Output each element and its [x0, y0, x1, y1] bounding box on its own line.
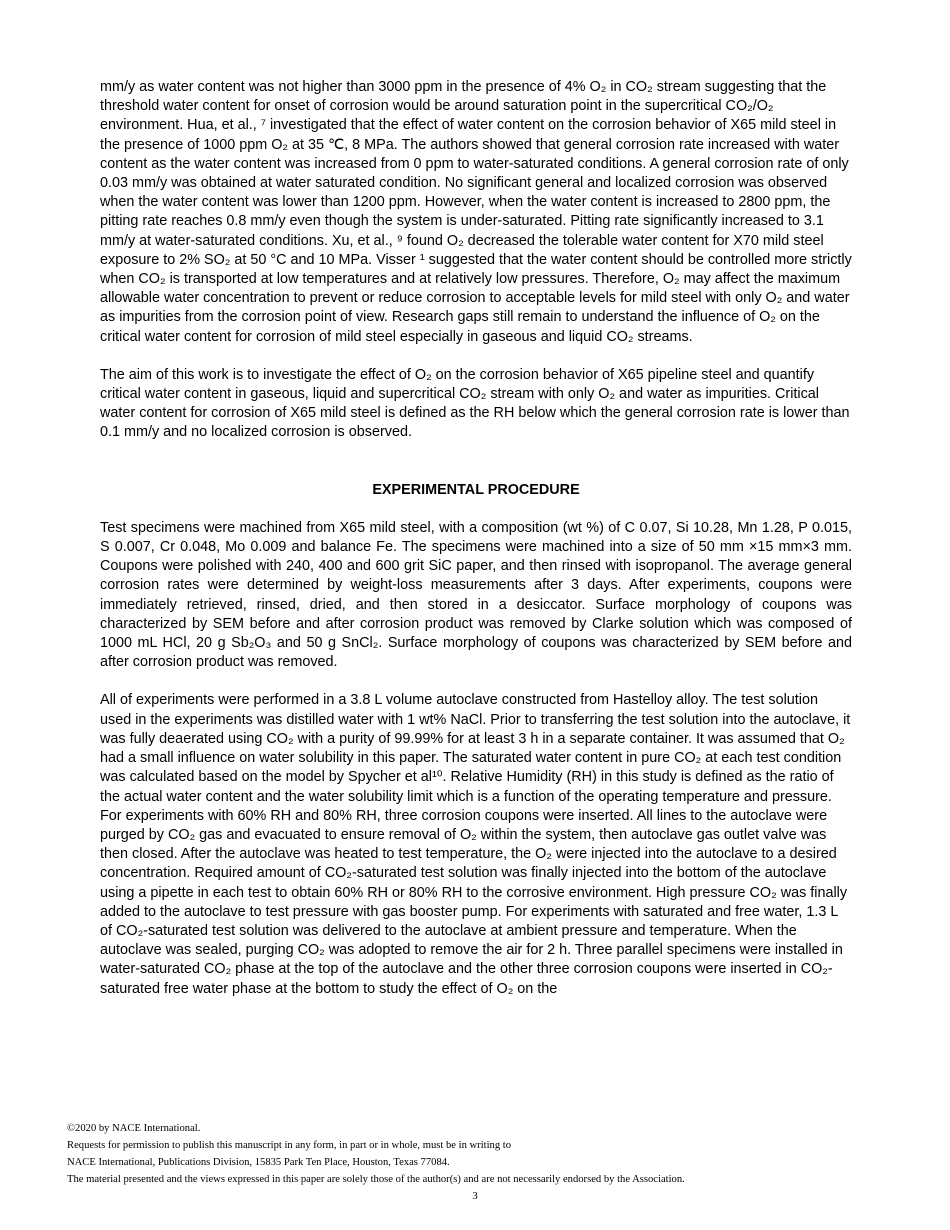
body-text — [100, 78, 852, 999]
paragraph-test-specimens: Test specimens were machined from X65 mild steel, with a composition (wt %) of C 0.07, Si 10.28, Mn 1.28, P 0.015, S 0.007, Cr 0.048, Mo 0.009 and balance Fe. The specimens were machined into a size of 50 mm ×15 mm×3 mm. Coupons were polished with 240, 400 and 600 grit SiC paper, and then rinsed with isopropanol. The average general corrosion rates were determined by weight-loss measurements after 3 days. After experiments, coupons were immediately retrieved, rinsed, dried, and then stored in a desiccator. Surface morphology of coupons was characterized by SEM before and after corrosion product was removed by Clarke solution which was composed of 1000 mL HCl, 20 g Sb₂O₃ and 50 g SnCl₂. Surface morphology of coupons was characterized by SEM before and after corrosion product was removed. — [100, 519, 852, 671]
footer-copyright: ©2020 by NACE International. — [67, 1123, 201, 1134]
paragraph-aim-of-work: The aim of this work is to investigate the effect of O₂ on the corrosion behavior of X65 pipeline steel and quantify critical water content in gaseous, liquid and supercritical CO₂ stream with only O₂ and water as impurities. Critical water content for corrosion of X65 mild steel is defined as the RH below which the general corrosion rate is lower than 0.1 mm/y and no localized corrosion is observed. — [100, 366, 850, 441]
paragraph-water-content-literature: mm/y as water content was not higher than 3000 ppm in the presence of 4% O₂ in CO₂ stream suggesting that the threshold water content for onset of corrosion would be around saturation point in the supercritical CO₂/O₂ environment. Hua, et al., ⁷ investigated that the effect of water content on the corrosion behavior of X65 mild steel in the presence of 1000 ppm O₂ at 35 ℃, 8 MPa. The authors showed that general corrosion rate increased with water content as the water content was increased from 0 ppm to water-saturated conditions. A general corrosion rate of only 0.03 mm/y was obtained at water saturated condition. No significant general and localized corrosion was observed when the water content was lower than 1200 ppm. However, when the water content is increased to 2800 ppm, the pitting rate reaches 0.8 mm/y even though the system is under-saturated. Pitting rate significantly increased to 3.1 mm/y at water-saturated conditions. Xu, et al., ⁹ found O₂ decreased the tolerable water content for X70 mild steel exposure to 2% SO₂ at 50 °C and 10 MPa. Visser ¹ suggested that the water content should be controlled more strictly when CO₂ is transported at low temperatures and at relatively low pressures. Therefore, O₂ may affect the maximum allowable water concentration to prevent or reduce corrosion to acceptable levels for mild steel with only O₂ and water as impurities from the corrosion point of view. Research gaps still remain to understand the influence of O₂ on the critical water content for corrosion of mild steel especially in gaseous and liquid CO₂ streams. — [100, 79, 852, 345]
footer-address-line: NACE International, Publications Division, 15835 Park Ten Place, Houston, Texas 77084. — [67, 1157, 450, 1168]
page-footer — [67, 1120, 883, 1205]
paragraph-autoclave-experiments: All of experiments were performed in a 3.8 L volume autoclave constructed from Hastelloy alloy. The test solution used in the experiments was distilled water with 1 wt% NaCl. Prior to transferring the test solution into the autoclave, it was fully deaerated using CO₂ with a purity of 99.99% for at least 3 h in a separate container. It was assumed that O₂ had a small influence on water solubility in this paper. The saturated water content in pure CO₂ at each test condition was calculated based on the model by Spycher et al¹⁰. Relative Humidity (RH) in this study is defined as the ratio of the actual water content and the water solubility limit which is a function of the operating temperature and pressure. For experiments with 60% RH and 80% RH, three corrosion coupons were inserted. All lines to the autoclave were purged by CO₂ gas and evacuated to ensure removal of O₂ within the system, then autoclave gas outlet valve was then closed. After the autoclave was heated to test temperature, the O₂ were injected into the autoclave to a desired concentration. Required amount of CO₂-saturated test solution was finally injected into the bottom of the autoclave using a pipette in each test to obtain 60% RH or 80% RH to the corrosive environment. High pressure CO₂ was finally added to the autoclave to test pressure with gas booster pump. For experiments with saturated and free water, 1.3 L of CO₂-saturated test solution was delivered to the autoclave at ambient pressure and temperature. When the autoclave was sealed, purging CO₂ was adopted to remove the air for 2 h. Three parallel specimens were installed in water-saturated CO₂ phase at the top of the autoclave and the other three corrosion coupons were inserted in CO₂-saturated free water phase at the bottom to study the effect of O₂ on the — [100, 692, 851, 997]
footer-disclaimer-line: The material presented and the views expressed in this paper are solely those of the author(s) and are not necessarily endorsed by the Association. — [67, 1174, 685, 1185]
footer-permission-line: Requests for permission to publish this manuscript in any form, in part or in whole, must be in writing to — [67, 1140, 512, 1151]
page-number: 3 — [472, 1191, 478, 1202]
section-heading-experimental-procedure: EXPERIMENTAL PROCEDURE — [372, 481, 580, 498]
